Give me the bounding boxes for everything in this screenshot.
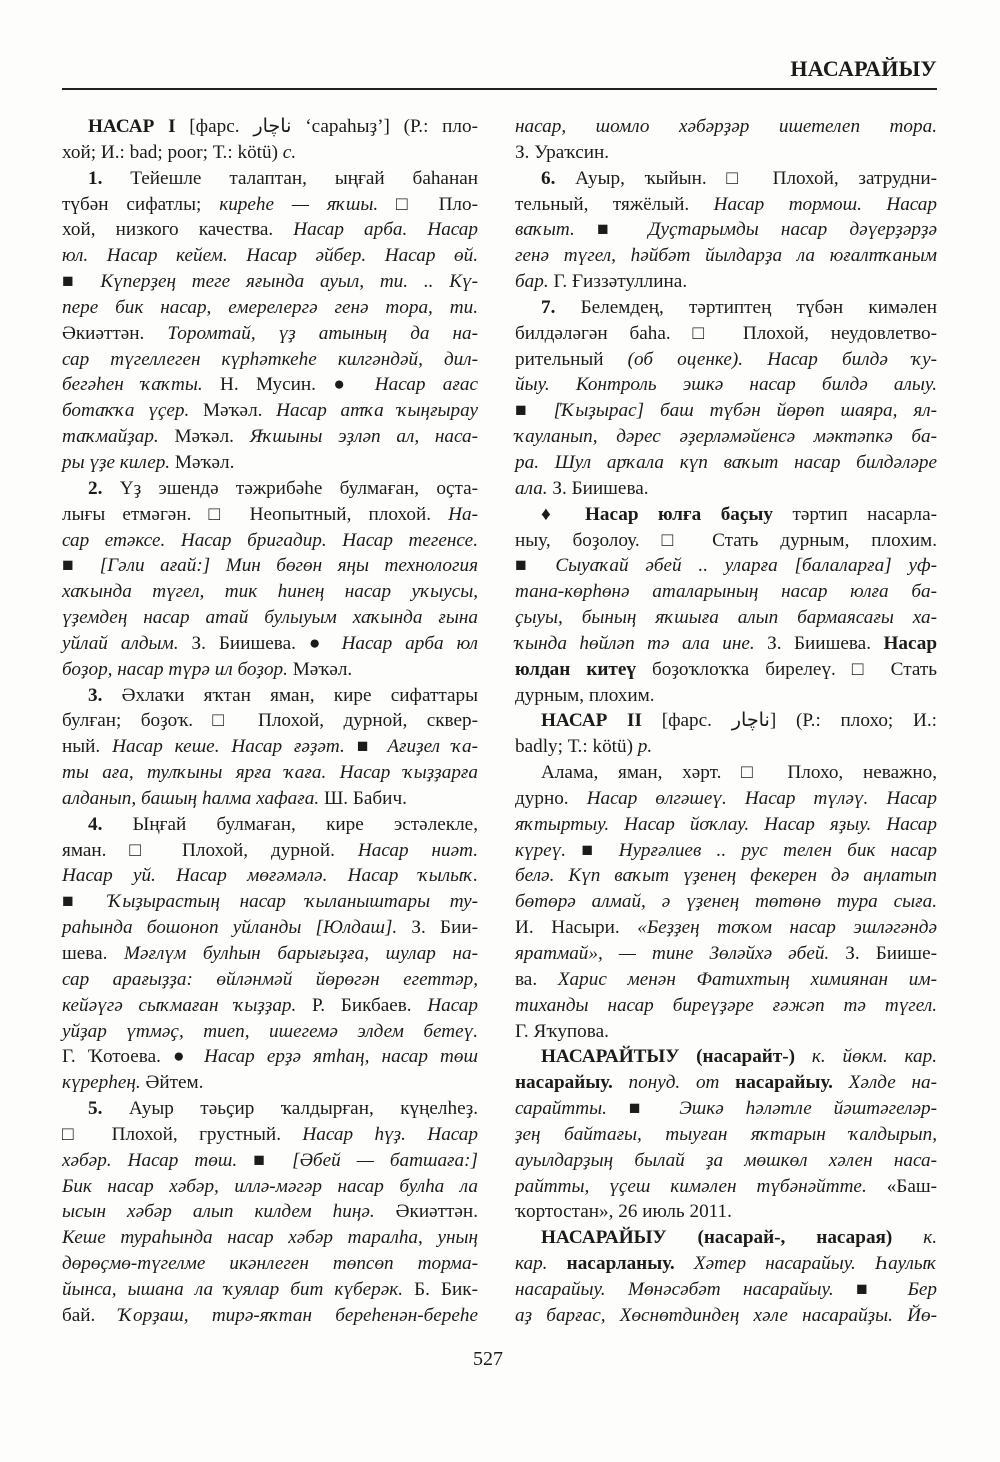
text-line <box>515 1199 937 1225</box>
entry-paragraph <box>62 114 478 166</box>
italic-example: раһында бошоноп уйланды [Юлдаш]. <box>62 917 398 939</box>
plain-text: З. Биишева. ● <box>178 632 342 654</box>
plain-text: ный. <box>62 736 113 758</box>
italic-example: сар етәксе. Насар бригадир. Насар тегенсе. <box>62 529 478 551</box>
plain-text: Мәҡәл. <box>158 426 250 448</box>
text-line <box>62 347 478 373</box>
entry-paragraph <box>515 760 937 1044</box>
plain-text: И. Насыри. <box>515 917 638 939</box>
plain-text: шева. <box>62 943 125 964</box>
italic-example: [Гәли ағай:] Мин бөгөн яңы технология <box>99 555 478 577</box>
text-line <box>62 372 478 398</box>
italic-example: бегәһен ҡаҡты. <box>62 374 203 396</box>
italic-example: Ағиҙел ҡа- <box>387 736 478 758</box>
italic-example: [Ҡыҙырас] баш түбән йөрөп шаяра, ял- <box>553 400 938 422</box>
plain-text: ■ <box>344 736 388 758</box>
italic-example: яратмай», — тине Зөләйхә әбей. <box>515 943 830 964</box>
text-line <box>62 398 478 424</box>
text-line <box>515 1122 937 1148</box>
text-line <box>515 398 937 424</box>
plain-text: ■ <box>515 555 556 577</box>
italic-example: Хәлде на- <box>832 1072 937 1094</box>
plain-text: З. Биише- <box>829 943 937 964</box>
plain-text: Р. Бикбаев. <box>296 994 428 1016</box>
text-line <box>62 1019 478 1045</box>
italic-example: бөтөрә алмай, ә үҙенең төтөнө тура сыға. <box>515 891 937 913</box>
plain-text: тельный, тяжёлый. <box>515 193 714 215</box>
italic-example: Күперҙең теге яғында ауыл, ти. .. Кү- <box>100 271 479 293</box>
plain-text: Әкиәттән. <box>62 322 168 344</box>
text-line <box>515 1096 937 1122</box>
plain-text: Г. Яҡупова. <box>515 1020 609 1042</box>
plain-text: хой, низкого качества. <box>62 219 294 241</box>
text-line <box>515 760 937 786</box>
italic-example: р. <box>637 736 653 758</box>
plain-text: З. Биишева. <box>754 632 884 654</box>
italic-example: «Беҙҙең тоҡом насар эшләгәндә <box>637 917 937 939</box>
italic-example: Ҡыҙырастың насар ҡыланыштары ту- <box>108 891 478 913</box>
italic-example: понуд. от <box>612 1072 736 1094</box>
italic-example: уйлай алдым. <box>62 632 179 654</box>
bold-term: юлдан китеү <box>515 658 636 680</box>
text-line <box>62 812 478 838</box>
entry-paragraph <box>515 708 937 760</box>
plain-text: □ Пло- <box>378 193 478 215</box>
italic-example: Насар тормош. Насар <box>713 193 937 215</box>
text-line <box>62 1174 478 1200</box>
plain-text: «Баш- <box>866 1175 937 1197</box>
italic-example: насар, шомло хәбәрҙәр ишетелеп тора. <box>515 116 937 137</box>
text-line <box>515 1019 937 1045</box>
text-line <box>515 269 937 295</box>
bold-term: 4. <box>88 813 103 835</box>
text-line <box>62 192 478 218</box>
text-line <box>62 760 478 786</box>
italic-example: ала. <box>515 477 548 499</box>
text-line <box>62 786 478 812</box>
italic-example: Насар һүҙ. Насар <box>302 1123 478 1145</box>
text-line <box>515 1251 937 1277</box>
text-line <box>515 657 937 683</box>
text-line <box>515 295 937 321</box>
entry-paragraph <box>62 683 478 812</box>
text-line <box>62 579 478 605</box>
italic-example: (об оценке). Насар билдә ҡу- <box>627 348 937 370</box>
plain-text: ■ <box>62 891 109 913</box>
text-line <box>515 889 937 915</box>
plain-text: лығы етмәгән. □ Неопытный, плохой. <box>62 503 449 525</box>
italic-example: ауылдарҙың былай ҙа мөшкөл хәлен наса- <box>515 1149 937 1171</box>
italic-example: ботаҡҡа үҫер. <box>62 400 190 422</box>
italic-example: боҙор, насар түрә ил боҙор. <box>62 658 288 680</box>
italic-example: хәбәр. Насар төш. <box>62 1149 238 1171</box>
italic-example: Насар ерҙә ятһаң, насар төш <box>204 1046 478 1068</box>
plain-text: Алама, яман, хәрт. □ Плохо, неважно, <box>541 762 937 784</box>
italic-example: Кеше тураһында насар хәбәр таралһа, уның <box>62 1227 478 1249</box>
entry-paragraph <box>62 166 478 476</box>
italic-example: генә түгел, һәйбәт йылдарҙа ла юғалтҡаным <box>515 245 937 267</box>
text-line <box>62 631 478 657</box>
running-head: НАСАРАЙЫУ <box>790 56 937 81</box>
italic-example: ра. Шул арҡала күп ваҡыт насар билдәләре <box>515 451 937 473</box>
text-line <box>515 1044 937 1070</box>
italic-example: кейәүгә сыҡмаған ҡыҙҙар. <box>62 994 297 1016</box>
text-line <box>62 295 478 321</box>
bold-term: насарланыу. <box>566 1253 675 1275</box>
plain-text: боҙоҡлоҡҡа бирелеү. □ Стать <box>635 658 937 680</box>
entry-paragraph <box>515 114 937 166</box>
text-line <box>62 657 478 683</box>
plain-text: ■ <box>62 271 101 293</box>
italic-example: Эшкә һәләтле йәштәгеләр- <box>679 1098 938 1120</box>
text-line <box>62 915 478 941</box>
plain-text: Әйтем. <box>140 1072 204 1094</box>
text-line <box>515 243 937 269</box>
text-line <box>62 1096 478 1122</box>
bold-term: НАСАР I <box>88 116 176 137</box>
italic-example: Харис менән Фатихтың химиянан им- <box>557 968 937 990</box>
plain-text: □ Плохой, грустный. <box>62 1123 303 1145</box>
italic-example: насарайыу. Мөнәсәбәт насарайыу. <box>515 1278 834 1300</box>
bold-term: НАСАРАЙТЫУ (насарайт-) <box>541 1046 796 1068</box>
text-line <box>515 424 937 450</box>
plain-text: Г. Ғиззәтуллина. <box>548 271 688 293</box>
text-line <box>62 528 478 554</box>
text-line <box>62 553 478 579</box>
text-line <box>62 1225 478 1251</box>
italic-example: үҙемдең насар атай булыуым хаҡында ғына <box>62 607 478 629</box>
plain-text: З. Бии- <box>397 917 478 939</box>
italic-example: ваҡыт. <box>515 219 575 241</box>
italic-example: яҡтыртыу. Насар йоҡлау. Насар яҙыу. Насар <box>515 813 937 835</box>
italic-example: Насар атҡа ҡыңғырау <box>276 400 478 422</box>
text-line <box>62 424 478 450</box>
text-line <box>515 476 937 502</box>
text-line <box>515 450 937 476</box>
text-line <box>62 683 478 709</box>
italic-example: к. <box>892 1227 938 1249</box>
text-line <box>515 217 937 243</box>
bold-term: 5. <box>88 1098 103 1120</box>
bold-term: 3. <box>88 684 103 706</box>
italic-example: ҫыуы, бының яҡшыға алып бармаясағы ха- <box>515 607 937 629</box>
text-line <box>62 1303 478 1329</box>
text-line <box>515 1277 937 1303</box>
italic-example: йыу. Контроль эшкә насар билдә алыу. <box>515 374 937 396</box>
plain-text: ■ <box>574 219 649 241</box>
plain-text: Г. Ҡотоева. ● <box>62 1046 205 1068</box>
plain-text: Белемдең, тәртиптең түбән кимәлен <box>555 296 937 318</box>
text-line <box>62 708 478 734</box>
italic-example: Бер <box>907 1278 937 1300</box>
italic-example: ры үҙе килер. <box>62 451 171 473</box>
plain-text: Мәҡәл. <box>287 658 353 680</box>
italic-example: Мәғлүм булһын барығыҙға, шулар на- <box>124 943 478 964</box>
text-line <box>515 528 937 554</box>
plain-text: ■ <box>62 555 100 577</box>
text-line <box>515 993 937 1019</box>
plain-text: Әкиәттән. <box>374 1201 478 1223</box>
italic-example: бар. <box>515 271 549 293</box>
plain-text: З. Ураҡсин. <box>515 141 610 163</box>
italic-example: хаҡында түгел, тик һинең насар уҡыусы, <box>62 581 478 603</box>
text-line <box>62 967 478 993</box>
text-line <box>515 579 937 605</box>
italic-example: к. йөкм. кар. <box>795 1046 937 1068</box>
plain-text: Әхлаҡи яҡтан яман, кире сифаттары <box>102 684 478 706</box>
italic-example: Насар ниәт. <box>357 839 478 861</box>
italic-example: кар. <box>515 1253 567 1275</box>
text-line <box>515 1225 937 1251</box>
text-line <box>515 1174 937 1200</box>
text-line <box>515 915 937 941</box>
italic-example: Ҡорҙаш, тирә-яҡтан береһенән-береһе <box>118 1304 478 1326</box>
italic-example: ҡауланып, дәрес әҙерләмәйенсә мәктәпкә ба- <box>515 426 937 448</box>
text-line <box>515 1070 937 1096</box>
italic-example: алданып, башың һалма хафаға. <box>62 787 320 809</box>
italic-example: Насар <box>427 994 478 1016</box>
text-line <box>515 605 937 631</box>
plain-text: дурным, плохим. <box>515 684 655 706</box>
text-line <box>515 1148 937 1174</box>
text-line <box>62 838 478 864</box>
plain-text: Ауыр тәьҫир ҡалдырған, күңелһеҙ. <box>102 1098 478 1120</box>
plain-text: дурно. <box>515 787 587 809</box>
text-line <box>62 941 478 967</box>
italic-example: Насар ағас <box>374 374 478 396</box>
plain-text: Б. Бик- <box>403 1278 479 1300</box>
text-line <box>62 993 478 1019</box>
text-line <box>62 734 478 760</box>
text-line <box>62 1251 478 1277</box>
italic-example: Дуҫтарымды насар дәүерҙәрҙә <box>648 219 937 241</box>
italic-example: сар арағыҙҙа: өйләнмәй йөрөгән егеттәр, <box>62 968 478 990</box>
text-line <box>62 269 478 295</box>
text-line <box>62 243 478 269</box>
italic-example: юл. Насар кейем. Насар әйбер. Насар өй. <box>62 245 478 267</box>
bold-term: 2. <box>88 477 103 499</box>
plain-text: ва. <box>515 968 558 990</box>
plain-text: билдәләгән баһа. □ Плохой, неудовлетво- <box>515 322 937 344</box>
entry-paragraph <box>62 476 478 683</box>
plain-text: badly; Т.: kötü) <box>515 736 638 758</box>
italic-example: с. <box>282 141 297 163</box>
entry-paragraph <box>62 1096 478 1329</box>
italic-example: тиханды насар биреүҙәре ғәжәп тә түгел. <box>515 994 937 1016</box>
text-line <box>62 1277 478 1303</box>
entry-paragraph <box>515 502 937 709</box>
text-line <box>515 114 937 140</box>
text-line <box>62 1044 478 1070</box>
italic-example: күрерһең. <box>62 1072 141 1094</box>
text-line <box>62 321 478 347</box>
italic-example: сар түгеллеген күрһәткеһе килгәндәй, дил- <box>62 348 478 370</box>
text-line <box>62 166 478 192</box>
plain-text: З. Биишева. <box>547 477 649 499</box>
plain-text: ■ <box>606 1098 680 1120</box>
text-line <box>515 941 937 967</box>
italic-example: аҙ барғас, Хөснөтдиндең хәле насарайҙы. Йө- <box>515 1304 937 1326</box>
italic-example: таҡмайҙар. <box>62 426 159 448</box>
text-line <box>62 450 478 476</box>
text-line <box>62 476 478 502</box>
italic-example: Насар арба. Насар <box>293 219 478 241</box>
italic-example: ҡында һөйләп тә ала ине. <box>515 632 755 654</box>
italic-example: ты аға, тулҡыны ярға ҡаға. Насар ҡыҙҙарға <box>62 762 478 784</box>
plain-text: ныу, боҙолоу. □ Стать дурным, плохим. <box>515 529 937 551</box>
italic-example: күреү. <box>515 839 567 861</box>
text-line <box>515 683 937 709</box>
plain-text: Мәҡәл. <box>189 400 277 422</box>
text-line <box>62 140 478 166</box>
italic-example: уйҙар үтмәҫ, тиеп, ишегемә элдем бетеү. <box>62 1020 478 1042</box>
italic-example: Сыуаҡай әбей .. уларға [балаларға] уф- <box>555 555 938 577</box>
text-line <box>62 1070 478 1096</box>
plain-text: хой; И.: bad; poor; Т.: kötü) <box>62 141 283 163</box>
text-line <box>62 502 478 528</box>
text-line <box>515 347 937 373</box>
bold-term: 6. <box>541 167 556 189</box>
text-line <box>515 553 937 579</box>
italic-example: Насар уй. Насар мөғәмәлә. Насар ҡылыҡ. <box>62 865 478 887</box>
text-line <box>515 502 937 528</box>
italic-example: белә. Күп ваҡыт үҙенең фекерен дә аңлатып <box>515 865 937 887</box>
italic-example: Насар өлгәшеү. Насар түләү. Насар <box>586 787 937 809</box>
header-rule <box>62 88 937 90</box>
italic-example: Нурғәлиев .. рус телен бик насар <box>618 839 937 861</box>
text-line <box>515 708 937 734</box>
italic-example: Насар кеше. Насар ғәҙәт. <box>112 736 345 758</box>
text-line <box>515 192 937 218</box>
italic-example: сарайтты. <box>515 1098 607 1120</box>
italic-example: Яҡшыны эҙләп ал, наса- <box>249 426 478 448</box>
text-line <box>62 217 478 243</box>
plain-text: ■ <box>515 400 554 422</box>
bold-term: ♦ Насар юлға баҫыу <box>541 503 773 525</box>
text-line <box>515 1303 937 1329</box>
bold-term: 1. <box>88 167 103 189</box>
entry-paragraph <box>515 295 937 502</box>
bold-term: насарайыу. <box>515 1072 613 1094</box>
bold-term: насарайыу. <box>735 1072 833 1094</box>
text-line <box>515 631 937 657</box>
italic-example: [Әбей — батшаға:] <box>292 1149 478 1171</box>
italic-example: дөрөҫмө-түгелме икәнлеген төпсөп торма- <box>62 1253 478 1275</box>
text-line <box>515 321 937 347</box>
text-line <box>515 967 937 993</box>
text-line <box>515 140 937 166</box>
italic-example: райтты, үҫеш кимәлен түбәнәйтте. <box>515 1175 867 1197</box>
plain-text: Мәҡәл. <box>170 451 235 473</box>
entry-paragraph <box>515 1044 937 1225</box>
text-line <box>62 605 478 631</box>
italic-example: Бик насар хәбәр, иллә-мәгәр насар булһа ла <box>62 1175 478 1197</box>
plain-text: түбән сифатлы; <box>62 193 220 215</box>
italic-example: Торомтай, үҙ атының да на- <box>167 322 478 344</box>
italic-example: Насар арба юл <box>341 632 478 654</box>
text-line <box>515 863 937 889</box>
bold-term: Насар <box>883 632 938 654</box>
text-line <box>62 114 478 140</box>
text-line <box>62 1199 478 1225</box>
left-column <box>62 114 478 1329</box>
italic-example: киреһе — яҡшы. <box>219 193 379 215</box>
bold-term: 7. <box>541 296 556 318</box>
italic-example: На- <box>448 503 478 525</box>
entry-paragraph <box>515 1225 937 1328</box>
italic-example: тана-көрһөнә аталарының насар юлға ба- <box>515 581 937 603</box>
plain-text: Ш. Бабич. <box>319 787 407 809</box>
entry-paragraph <box>62 812 478 1096</box>
plain-text: бай. <box>62 1304 119 1326</box>
italic-example: ысын хәбәр алып килдем һиңә. <box>62 1201 375 1223</box>
text-line <box>62 1148 478 1174</box>
text-line <box>515 838 937 864</box>
plain-text: Тейешле талаптан, ыңғай баһанан <box>102 167 478 189</box>
text-line <box>62 863 478 889</box>
plain-text: тәртип насарла- <box>773 503 938 525</box>
italic-example: ҙең байтағы, тыуған яҡтарын ҡалдырып, <box>515 1123 937 1145</box>
text-line <box>515 786 937 812</box>
plain-text: булған; боҙоҡ. □ Плохой, дурной, сквер- <box>62 710 478 732</box>
text-line <box>62 889 478 915</box>
plain-text: ■ <box>237 1149 293 1171</box>
text-line <box>515 812 937 838</box>
plain-text: ■ <box>833 1278 908 1300</box>
page-number: 527 <box>473 1348 503 1370</box>
plain-text: Ауыр, ҡыйын. □ Плохой, затрудни- <box>555 167 937 189</box>
plain-text: ҡортостан», 26 июль 2011. <box>515 1201 732 1223</box>
bold-term: НАСАР II <box>541 710 642 732</box>
right-column <box>515 114 937 1329</box>
plain-text: яман. □ Плохой, дурной. <box>62 839 358 861</box>
text-line <box>515 734 937 760</box>
bold-term: НАСАРАЙЫУ (насарай-, насарая) <box>541 1227 893 1249</box>
plain-text: Н. Мусин. ● <box>202 374 375 396</box>
text-line <box>62 1122 478 1148</box>
plain-text: Ыңғай булмаған, кире эстәлекле, <box>102 813 478 835</box>
plain-text: [фарс. ناچار] (Р.: плохо; И.: <box>641 710 937 732</box>
italic-example: Хәтер насарайыу. Һаулыҡ <box>674 1253 937 1275</box>
plain-text: рительный <box>515 348 628 370</box>
text-line <box>515 166 937 192</box>
text-line <box>515 372 937 398</box>
entry-paragraph <box>515 166 937 295</box>
plain-text: [фарс. ناچار ‘сараһыҙ’] (Р.: пло- <box>175 116 478 137</box>
plain-text: ■ <box>566 839 619 861</box>
plain-text: Үҙ эшендә тәжрибәһе булмаған, оҫта- <box>102 477 478 499</box>
italic-example: йынса, ышана ла ҡуялар бит күберәк. <box>62 1278 404 1300</box>
italic-example: пере бик насар, емерелергә генә тора, ти. <box>62 296 478 318</box>
